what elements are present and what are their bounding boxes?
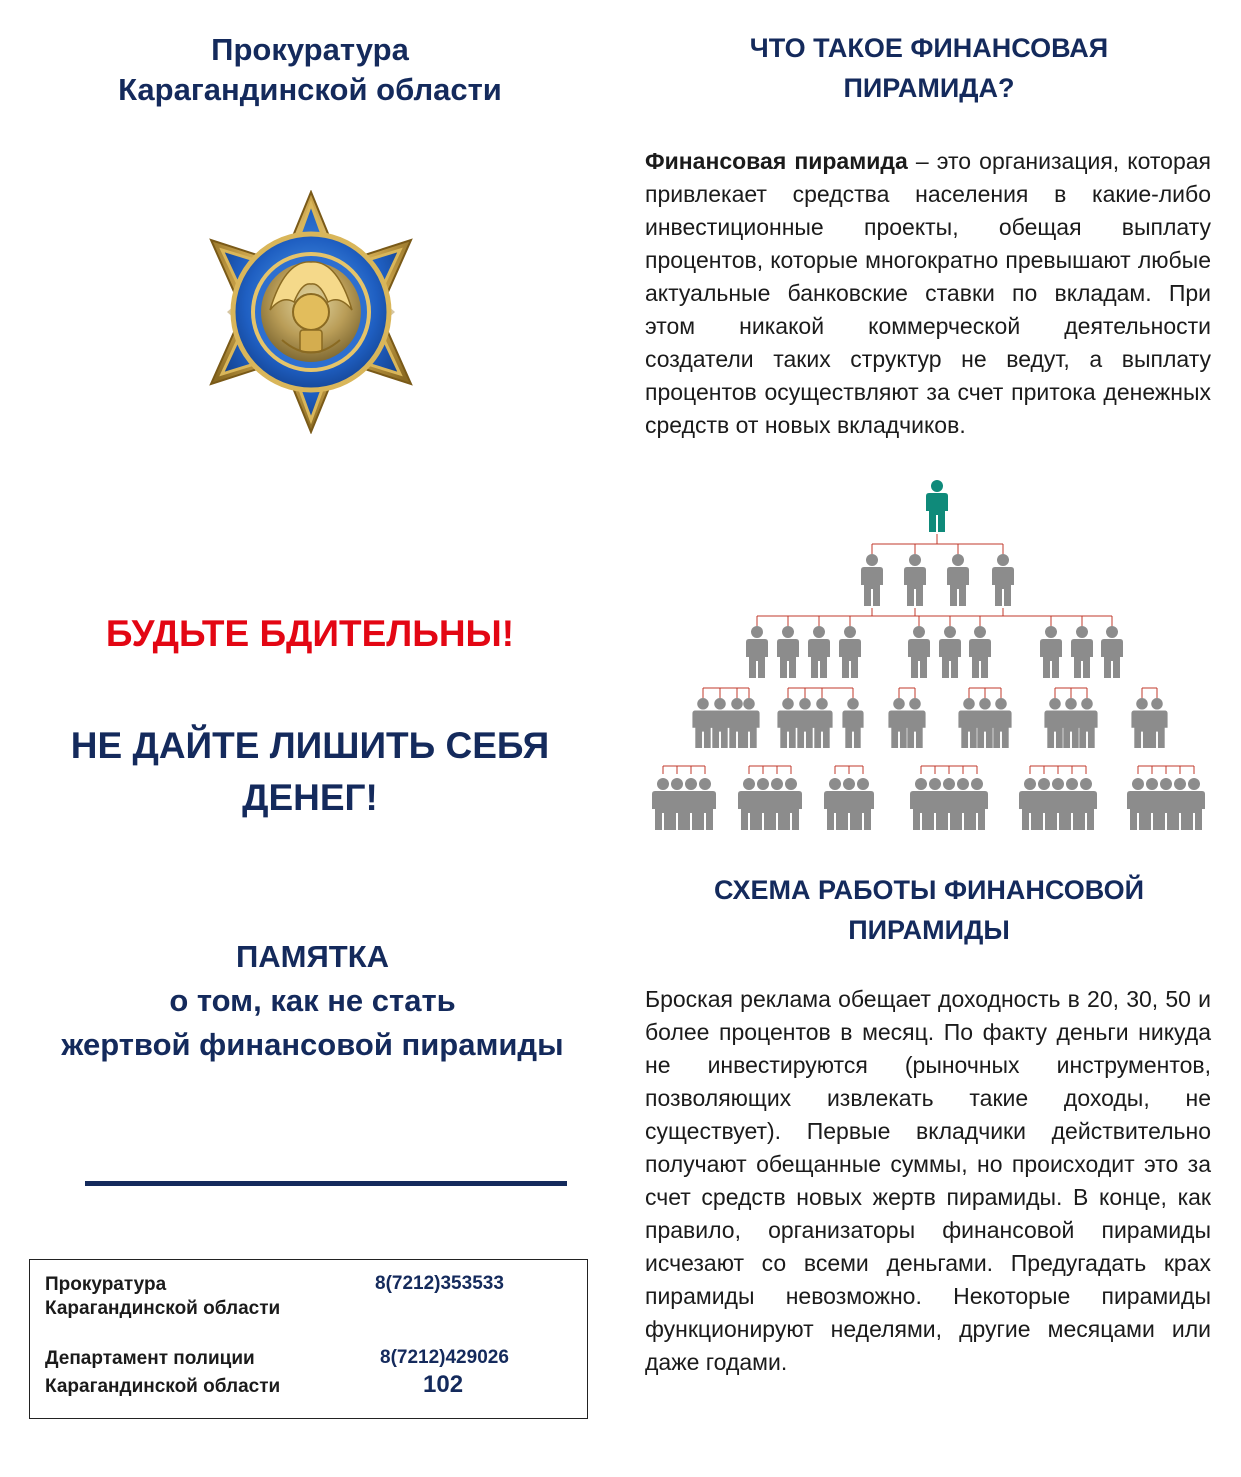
person-icon: [777, 626, 799, 678]
person-icon: [908, 626, 930, 678]
definition-title: [640, 28, 1218, 108]
person-icon: [904, 698, 925, 748]
person-icon: [990, 698, 1011, 748]
person-icon: [852, 778, 874, 830]
person-icon: [1183, 778, 1205, 830]
person-icon: [966, 778, 988, 830]
definition-title-line1: ЧТО ТАКОЕ ФИНАНСОВАЯ: [749, 33, 1109, 63]
scheme-paragraph: Броская реклама обещает доходность в 20, 30, 50 и более процентов в месяц. По факту деньги никуда не инвестируются (рыночных инструментов, позволяющих извлекать такие доходы, не существует). Первые вкладчики действительно получают обещанные суммы, но происходит это за счет средств новых жертв пирамиды. В конце, как правило, организаторы финансовой пирамиды исчезают со всеми деньгами. Предугадать крах пирамиды невозможно. Некоторые пирамиды функционируют неделями, другие месяцами или даже годами.: [645, 986, 1211, 1375]
divider: [85, 1181, 567, 1186]
person-icon: [842, 698, 863, 748]
person-icon: [839, 626, 861, 678]
person-icon: [947, 554, 969, 606]
person-icon: [969, 626, 991, 678]
contact-police-short-number[interactable]: 102: [423, 1371, 464, 1398]
person-icon: [808, 626, 830, 678]
pyramid-diagram: [645, 478, 1215, 838]
prosecutor-emblem-icon: [190, 190, 432, 434]
person-icon: [861, 554, 883, 606]
memo-title-line3: жертвой финансовой пирамиды: [61, 1027, 564, 1062]
person-icon: [904, 554, 926, 606]
contact-police-line2: Карагандинской области: [45, 1376, 281, 1397]
person-icon: [811, 698, 832, 748]
memo-title-line1: ПАМЯТКА: [235, 939, 390, 974]
contact-prosecutor-phone[interactable]: 8(7212)353533: [375, 1273, 504, 1294]
person-icon: [1101, 626, 1123, 678]
definition-paragraph: [645, 145, 1211, 442]
person-icon: [1071, 626, 1093, 678]
contact-police-line1: Департамент полиции: [45, 1348, 255, 1369]
person-icon: [926, 480, 948, 532]
warning-keep-money: [30, 720, 590, 824]
organization-title-line1: Прокуратура: [211, 32, 409, 67]
person-icon: [939, 626, 961, 678]
contact-prosecutor-line2: Карагандинской области: [45, 1298, 281, 1319]
person-icon: [746, 626, 768, 678]
person-icon: [1040, 626, 1062, 678]
organization-title-line2: Карагандинской области: [118, 72, 502, 107]
definition-term: Финансовая пирамида: [645, 148, 908, 174]
warning-keep-money-line2: ДЕНЕГ!: [242, 777, 378, 818]
contact-prosecutor-name: [45, 1273, 280, 1321]
definition-text: – это организация, которая привлекает средства населения в какие-либо инвестиционные проекты, обещая выплату процентов, которые многократно превышают любые актуальные банковские ставки по вкладам. При этом никакой коммерческой деятельности создатели таких структур не ведут, а выплату процентов осуществляют за счет притока денежных средств от новых вкладчиков.: [645, 148, 1212, 438]
person-icon: [1076, 698, 1097, 748]
person-icon: [694, 778, 716, 830]
warning-keep-money-line1: НЕ ДАЙТЕ ЛИШИТЬ СЕБЯ: [70, 725, 550, 766]
organization-title: [60, 30, 560, 110]
person-icon: [1075, 778, 1097, 830]
memo-title: [20, 935, 605, 1067]
scheme-title-line2: ПИРАМИДЫ: [848, 915, 1010, 945]
warning-be-vigilant: БУДЬТЕ БДИТЕЛЬНЫ!: [105, 613, 515, 654]
contacts-box: [29, 1259, 588, 1419]
contact-police-phone[interactable]: 8(7212)429026: [380, 1347, 509, 1368]
scheme-title-line1: СХЕМА РАБОТЫ ФИНАНСОВОЙ: [714, 875, 1144, 905]
scheme-title: [640, 870, 1218, 950]
person-icon: [992, 554, 1014, 606]
contact-police-name: [45, 1347, 280, 1399]
contact-prosecutor-line1: Прокуратура: [45, 1274, 167, 1295]
memo-title-line2: о том, как не стать: [169, 983, 456, 1018]
person-icon: [780, 778, 802, 830]
definition-title-line2: ПИРАМИДА?: [843, 73, 1015, 103]
person-icon: [1146, 698, 1167, 748]
